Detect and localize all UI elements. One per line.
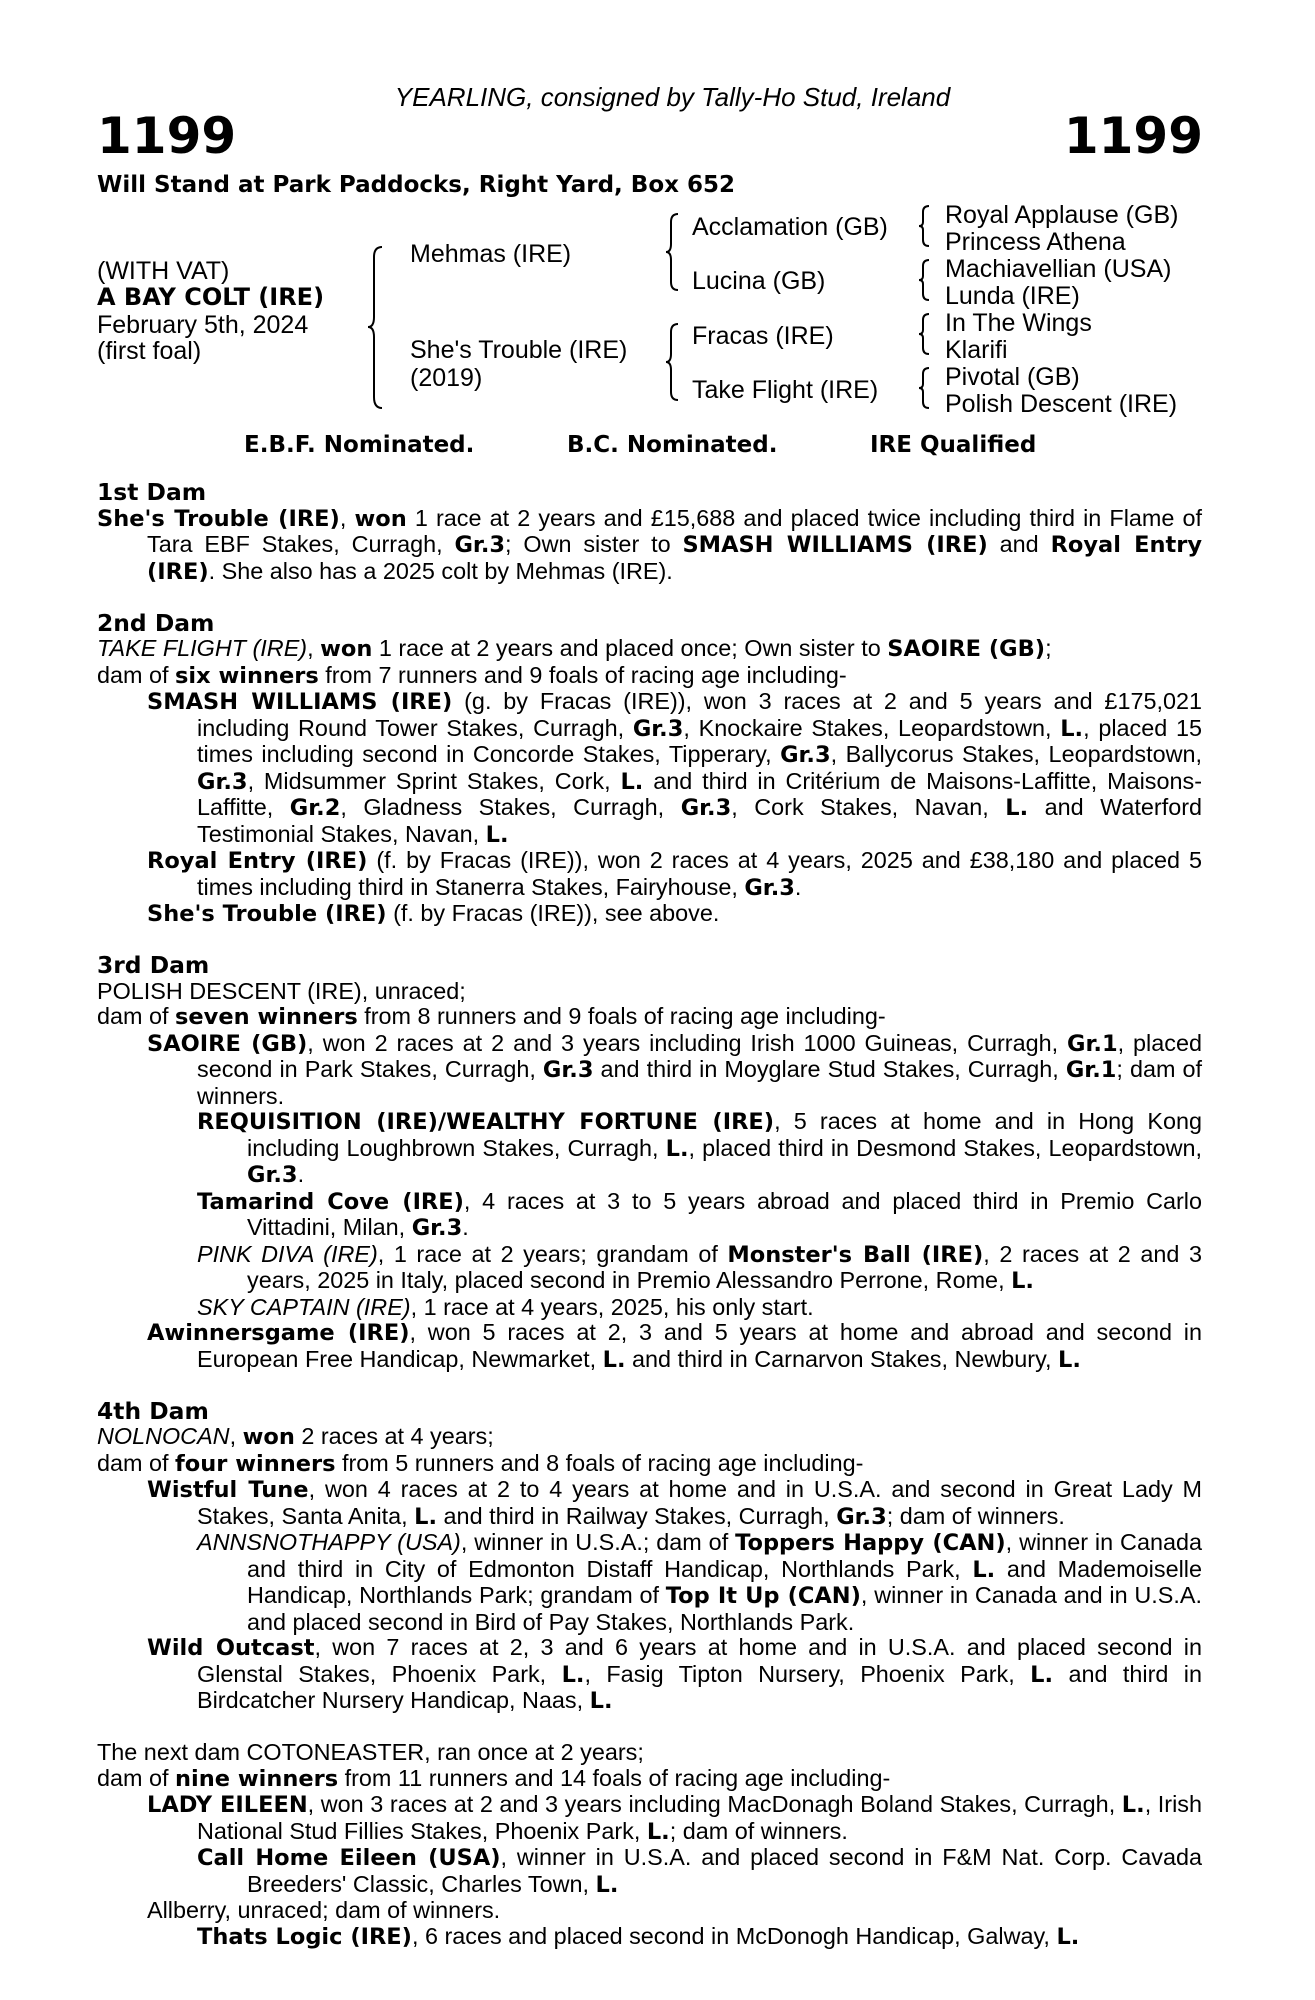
dam-sire-sire: In The Wings xyxy=(945,309,1092,337)
dam-year: (2019) xyxy=(410,364,483,392)
dam-sire-dam: Klarifi xyxy=(945,336,1008,364)
produce-smash-williams: SMASH WILLIAMS (IRE) (g. by Fracas (IRE)), won 3 races at 2 and 5 years and £175,021 including Round Tower Stakes, Curragh, Gr.3, Knockaire Stakes, Leopardstown, L., placed 15 times including second in Concorde Stakes, Tipperary, Gr.3, Ballycorus Stakes, Leopardstown, Gr.3, Midsummer Sprint Stakes, Cork, L. and third in Critérium de Maisons-Laffitte, Maisons-Laffitte, Gr.2, Gladness Stakes, Curragh, Gr.3, Cork Stakes, Navan, L. and Waterford Testimonial Stakes, Navan, L. xyxy=(147,688,1203,848)
lot-number-right: 1199 xyxy=(1063,107,1203,165)
produce-call-home-eileen: Call Home Eileen (USA), winner in U.S.A. and placed second in F&M Nat. Corp. Cavada Breeders' Classic, Charles Town, L. xyxy=(197,1844,1202,1898)
sire-dam: Lucina (GB) xyxy=(692,267,826,295)
dam-name: She's Trouble (IRE) xyxy=(410,336,628,364)
produce-awinnersgame: Awinnersgame (IRE), won 5 races at 2, 3 and 5 years at home and abroad and second in European Free Handicap, Newmarket, L. and third in Carnarvon Stakes, Newbury, L. xyxy=(147,1319,1202,1373)
sire-dam-dam: Lunda (IRE) xyxy=(945,282,1080,310)
third-dam-section xyxy=(97,953,1202,1373)
horse-dob: February 5th, 2024 xyxy=(97,311,309,339)
produce-tamarind-cove: Tamarind Cove (IRE), 4 races at 3 to 5 years abroad and placed third in Premio Carlo Vittadini, Milan, Gr.3. xyxy=(197,1187,1202,1241)
produce-wild-outcast: Wild Outcast, won 7 races at 2, 3 and 6 years at home and in U.S.A. and placed second in Glenstal Stakes, Phoenix Park, L., Fasig Tipton Nursery, Phoenix Park, L. and third in Birdcatcher Nursery Handicap, Naas, L. xyxy=(147,1634,1203,1714)
produce-annsnothappy: ANNSNOTHAPPY (USA), winner in U.S.A.; dam of Toppers Happy (CAN), winner in Canada and third in City of Edmonton Distaff Handicap, Northlands Park, L. and Mademoiselle Handicap, Northlands Park; grandam of Top It Up (CAN), winner in Canada and in U.S.A. and placed second in Bird of Pay Stakes, Northlands Park. xyxy=(197,1529,1203,1635)
pedigree-brace-g1 xyxy=(918,204,932,248)
dam-dam-sire: Pivotal (GB) xyxy=(945,363,1080,391)
produce-sky-captain: SKY CAPTAIN (IRE), 1 race at 4 years, 2025, his only start. xyxy=(197,1293,814,1320)
bc-nomination: B.C. Nominated. xyxy=(567,432,778,458)
second-dam-produce: dam of six winners from 7 runners and 9 foals of racing age including- xyxy=(97,661,847,689)
produce-thats-logic: Thats Logic (IRE), 6 races and placed second in McDonogh Handicap, Galway, L. xyxy=(197,1922,1080,1950)
second-dam-heading: 2nd Dam xyxy=(97,608,215,637)
fourth-dam-entry: NOLNOCAN, won 2 races at 4 years; xyxy=(97,1423,494,1450)
produce-wistful-tune: Wistful Tune, won 4 races at 2 to 4 years at home and in U.S.A. and second in Great Lady M Stakes, Santa Anita, L. and third in Railway Stakes, Curragh, Gr.3; dam of winners. xyxy=(147,1476,1203,1530)
fourth-dam-section xyxy=(97,1396,1203,1715)
first-dam-section xyxy=(97,480,1202,585)
sire-sire: Acclamation (GB) xyxy=(692,213,888,241)
pedigree-brace-g2 xyxy=(918,258,932,302)
third-dam-produce: dam of seven winners from 8 runners and 9 foals of racing age including- xyxy=(97,1003,886,1030)
produce-shes-trouble: She's Trouble (IRE) (f. by Fracas (IRE)), see above. xyxy=(147,900,720,927)
dam-sire: Fracas (IRE) xyxy=(692,322,834,350)
ire-qualified: IRE Qualified xyxy=(870,432,1037,458)
third-dam-heading: 3rd Dam xyxy=(97,951,210,979)
dam-dam-dam: Polish Descent (IRE) xyxy=(945,390,1178,418)
sire-name: Mehmas (IRE) xyxy=(410,240,572,268)
ebf-nomination: E.B.F. Nominated. xyxy=(244,432,475,458)
second-dam-entry: TAKE FLIGHT (IRE), won 1 race at 2 years and placed once; Own sister to SAOIRE (GB); xyxy=(97,635,1052,662)
produce-allberry: Allberry, unraced; dam of winners. xyxy=(147,1897,501,1923)
next-dam-entry: The next dam COTONEASTER, ran once at 2 years; xyxy=(97,1739,644,1765)
next-dam-produce: dam of nine winners from 11 runners and 14 foals of racing age including- xyxy=(97,1764,891,1792)
pedigree-brace-sire xyxy=(664,212,682,292)
fourth-dam-produce: dam of four winners from 5 runners and 8 foals of racing age including- xyxy=(97,1449,864,1477)
dam-dam: Take Flight (IRE) xyxy=(692,376,879,404)
produce-requisition: REQUISITION (IRE)/WEALTHY FORTUNE (IRE), 5 races at home and in Hong Kong including Loughbrown Stakes, Curragh, L., placed third in Desmond Stakes, Leopardstown, Gr.3. xyxy=(197,1108,1202,1188)
first-dam-entry: She's Trouble (IRE), won 1 race at 2 years and £15,688 and placed twice including third in Flame of Tara EBF Stakes, Curragh, Gr.3; Own sister to SMASH WILLIAMS (IRE) and Royal Entry (IRE). She also has a 2025 colt by Mehmas (IRE). xyxy=(97,504,1203,585)
produce-lady-eileen: LADY EILEEN, won 3 races at 2 and 3 years including MacDonagh Boland Stakes, Curragh, L., Irish National Stud Fillies Stakes, Phoenix Park, L.; dam of winners. xyxy=(147,1791,1202,1845)
next-dam-section xyxy=(97,1740,1202,1950)
horse-foal-note: (first foal) xyxy=(97,337,202,365)
pedigree-notes xyxy=(97,480,1202,1976)
first-dam-heading: 1st Dam xyxy=(97,478,207,506)
pedigree-brace-g4 xyxy=(918,366,932,410)
pedigree-brace-g3 xyxy=(918,312,932,356)
second-dam-section xyxy=(97,608,1203,928)
fourth-dam-heading: 4th Dam xyxy=(97,1396,209,1425)
produce-pink-diva: PINK DIVA (IRE), 1 race at 2 years; grandam of Monster's Ball (IRE), 2 races at 2 and 3 years, 2025 in Italy, placed second in Premio Alessandro Perrone, Rome, L. xyxy=(197,1240,1202,1294)
third-dam-entry: POLISH DESCENT (IRE), unraced; xyxy=(97,977,466,1004)
sire-dam-sire: Machiavellian (USA) xyxy=(945,255,1172,283)
pedigree-brace-main xyxy=(366,245,388,410)
produce-saoire: SAOIRE (GB), won 2 races at 2 and 3 years including Irish 1000 Guineas, Curragh, Gr.1, placed second in Park Stakes, Curragh, Gr.3 and third in Moyglare Stud Stakes, Curragh, Gr.1; dam of winners. xyxy=(147,1029,1202,1109)
produce-royal-entry: Royal Entry (IRE) (f. by Fracas (IRE)), won 2 races at 4 years, 2025 and £38,180 and placed 5 times including third in Stanerra Stakes, Fairyhouse, Gr.3. xyxy=(147,847,1202,901)
sire-sire-sire: Royal Applause (GB) xyxy=(945,201,1179,229)
vat-note: (WITH VAT) xyxy=(97,257,230,285)
horse-name: A BAY COLT (IRE) xyxy=(97,283,325,311)
sire-sire-dam: Princess Athena xyxy=(945,228,1126,256)
stand-location: Will Stand at Park Paddocks, Right Yard, Box 652 xyxy=(97,172,735,198)
lot-number-left: 1199 xyxy=(97,107,237,165)
consignment-line: YEARLING, consigned by Tally-Ho Stud, Ireland xyxy=(394,82,951,112)
pedigree-brace-dam xyxy=(664,322,682,402)
